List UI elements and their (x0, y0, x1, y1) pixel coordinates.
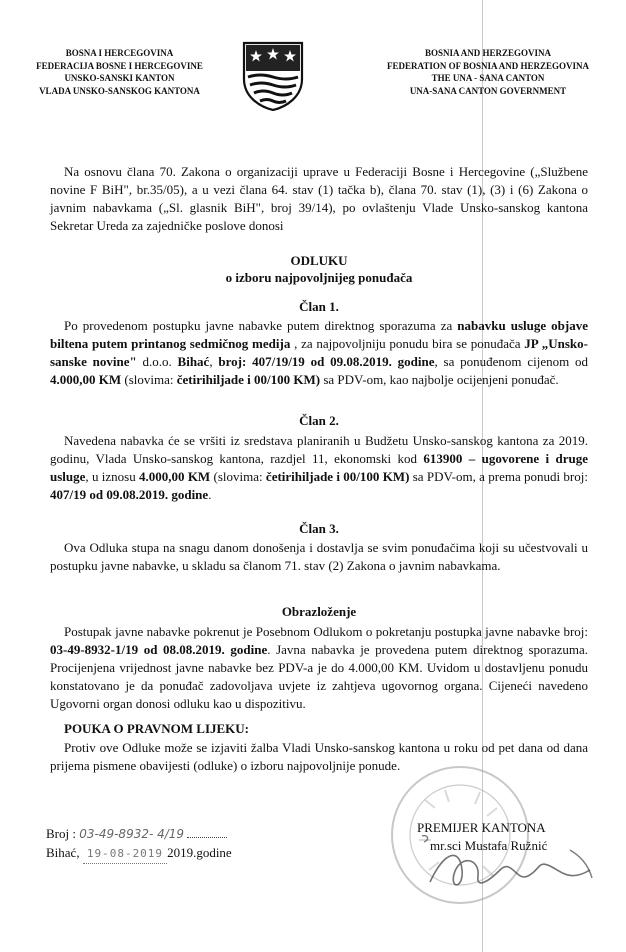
article-2-heading: Član 2. (299, 413, 339, 428)
signatory-name: mr.sci Mustafa Ružnić (430, 838, 548, 853)
bold-text-run: 407/19 od 09.08.2019. godine (50, 487, 209, 502)
bold-text-run: nabavku usluge objave biltena putem printanog sedmičnog medija (50, 318, 588, 351)
bold-text-run: JP „Unsko-sanske novine" (50, 336, 588, 369)
article-1-text (50, 317, 588, 389)
explanation-heading: Obrazloženje (281, 604, 357, 619)
decision-subtitle: o izboru najpovoljnijeg ponuđača (225, 270, 413, 285)
header-right-block (372, 47, 604, 97)
number-dotted-line (187, 825, 227, 838)
text-run: , u iznosu (85, 469, 140, 484)
legal-remedy-text: Protiv ove Odluke može se izjaviti žalba Vladi Unsko-sanskog kantona u roku od pet dana od dana prijema pismene obavijesti (odluke) o izboru najpovoljnije ponude. (50, 740, 588, 773)
date-stamp: 19-08-2019 (83, 845, 167, 864)
text-run: d.o.o. (136, 354, 178, 369)
text-run: sa PDV-om, a prema ponudi broj: (409, 469, 588, 484)
text-run: Po provedenom postupku javne nabavke putem direktnog sporazuma za (64, 318, 458, 333)
place-date-row (46, 844, 232, 864)
bold-text-run: 613900 – ugovorene i druge usluge (50, 451, 588, 484)
bold-text-run: 4.000,00 KM (139, 469, 211, 484)
header-right-line: THE UNA - SANA CANTON (431, 73, 545, 83)
bold-text-run: Bihać (177, 354, 210, 369)
header-right-line: FEDERATION OF BOSNIA AND HERZEGOVINA (386, 60, 590, 71)
signatory-title: PREMIJER KANTONA (417, 820, 546, 835)
article-2-text (50, 432, 588, 504)
explanation-text (50, 623, 588, 713)
bold-text-run: broj: 407/19/19 od 09.08.2019. godine (218, 354, 435, 369)
text-run: , (209, 354, 219, 369)
header-left-line: BOSNA I HERCEGOVINA (65, 48, 174, 58)
text-run: Navedena nabavka će se vršiti iz sredstava planiranih u Budžetu Unsko-sanskog kantona za 2019. godinu, Vlada Unsko-sanskog kantona, razdjel 11, ekonomski kod (50, 433, 588, 466)
intro-paragraph: Na osnovu člana 70. Zakona o organizaciji uprave u Federaciji Bosne i Hercegovine („Službene novine F BiH", br.35/05), a u vezi člana 64. stav (1) tačka b), člana 70. stav (1), (3) i (6) Zakona o javnim nabavkama („Sl. glasnik BiH", broj 39/14), po ovlaštenju Vlade Unsko-sanskog kantona Sekretar Ureda za zajedničke poslove donosi (50, 164, 588, 233)
article-3-heading: Član 3. (299, 521, 339, 536)
bold-text-run: četirihiljade i 00/100 KM) (265, 469, 410, 484)
header-left-line: UNSKO-SANSKI KANTON (64, 73, 175, 83)
decision-title: ODLUKU (290, 253, 348, 268)
date-suffix: 2019.godine (167, 845, 232, 860)
article-1-heading: Član 1. (299, 299, 339, 314)
text-run: , sa ponuđenom cijenom od (434, 354, 588, 369)
text-run: , za najpovoljniju ponudu bira se ponuđača (290, 336, 525, 351)
place-label: Bihać, (46, 845, 80, 860)
una-sana-coat-of-arms-icon (242, 41, 304, 111)
article-3-text (50, 539, 588, 575)
bold-text-run: 4.000,00 KM (50, 372, 122, 387)
bold-text-run: četirihiljade i 00/100 KM) (176, 372, 321, 387)
header-left-line: VLADA UNSKO-SANSKOG KANTONA (39, 85, 200, 96)
text-run: sa PDV-om, kao najbolje ocijenjeni ponuđač. (320, 372, 559, 387)
header-right-line: UNA-SANA CANTON GOVERNMENT (409, 85, 567, 96)
text-run: (slovima: (210, 469, 266, 484)
bold-text-run: 03-49-8932-1/19 od 08.08.2019. godine (50, 642, 268, 657)
text-run: . Javna nabavka je provedena putem direktnog sporazuma. Procijenjena vrijednost javne nabavke bez PDV-a je do 4.000,00 KM. Uvidom u dostavljenu ponudu konstatovano je da ponuđač zadovoljava uvjete iz zahtjeva ugovornog organa. Cijeneći navedeno Ugovorni organ donosi odluku kao u dispozitivu. (50, 642, 589, 711)
document-number-value: 03-49-8932- 4/19 (79, 827, 185, 841)
header-left-line: FEDERACIJA BOSNE I HERCEGOVINE (36, 60, 203, 71)
text-run: Ova Odluka stupa na snagu danom donošenja i dostavlja se svim ponuđačima koji su učestvovali u postupku javne nabavke, u skladu sa članom 71. stav (2) Zakona o javnim nabavkama. (50, 540, 588, 573)
text-run: Postupak javne nabavke pokrenut je Posebnom Odlukom o pokretanju postupka javne nabavke broj: (64, 624, 588, 639)
legal-remedy-heading: POUKA O PRAVNOM LIJEKU: (64, 721, 250, 736)
header-left-block (22, 47, 217, 97)
document-number-label: Broj : (46, 826, 76, 841)
handwritten-signature-icon (420, 830, 610, 900)
text-run: (slovima: (121, 372, 177, 387)
text-run: . (208, 487, 212, 502)
header-right-line: BOSNIA AND HERZEGOVINA (424, 48, 552, 58)
document-number-row (46, 825, 227, 843)
